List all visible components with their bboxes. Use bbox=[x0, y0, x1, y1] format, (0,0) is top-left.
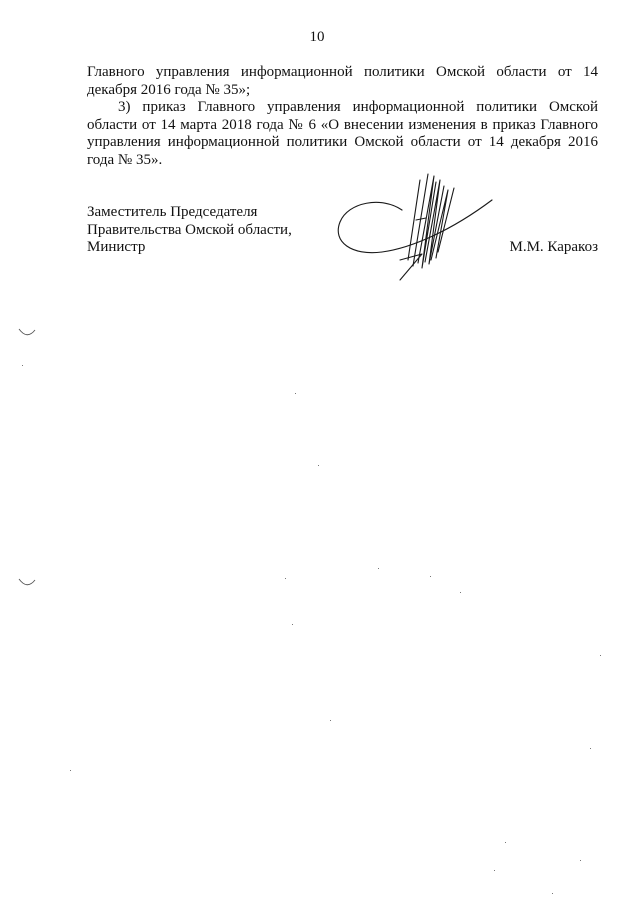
handwritten-signature bbox=[330, 160, 500, 285]
scan-speck bbox=[318, 465, 319, 466]
signatory-position-line-3: Министр bbox=[87, 239, 146, 255]
scan-speck bbox=[295, 393, 296, 394]
scan-speck bbox=[494, 870, 495, 871]
scan-speck bbox=[292, 624, 293, 625]
margin-mark bbox=[18, 578, 36, 588]
scan-speck bbox=[505, 842, 506, 843]
signatory-position bbox=[87, 204, 292, 257]
scan-speck bbox=[460, 592, 461, 593]
scan-speck bbox=[590, 748, 591, 749]
scan-speck bbox=[552, 893, 553, 894]
scan-speck bbox=[600, 655, 601, 656]
scan-speck bbox=[70, 770, 71, 771]
scan-speck bbox=[580, 860, 581, 861]
scan-speck bbox=[378, 568, 379, 569]
margin-mark bbox=[18, 328, 36, 338]
scan-speck bbox=[430, 576, 431, 577]
signatory-name: М.М. Каракоз bbox=[509, 239, 598, 255]
signatory-position-line-1: Заместитель Председателя bbox=[87, 204, 258, 220]
scan-speck bbox=[330, 720, 331, 721]
paragraph-continuation: Главного управления информационной политики Омской области от 14 декабря 2016 года № 35»; bbox=[87, 64, 598, 98]
paragraph-item-3: 3) приказ Главного управления информационной политики Омской области от 14 марта 2018 года № 6 «О внесении изменения в приказ Главного управления информационной политики Омской области от 14 декабря 2016 года № 35». bbox=[87, 99, 598, 168]
scan-speck bbox=[22, 365, 23, 366]
signatory-position-line-2: Правительства Омской области, bbox=[87, 221, 292, 238]
scan-speck bbox=[285, 578, 286, 579]
page-number: 10 bbox=[309, 29, 325, 45]
